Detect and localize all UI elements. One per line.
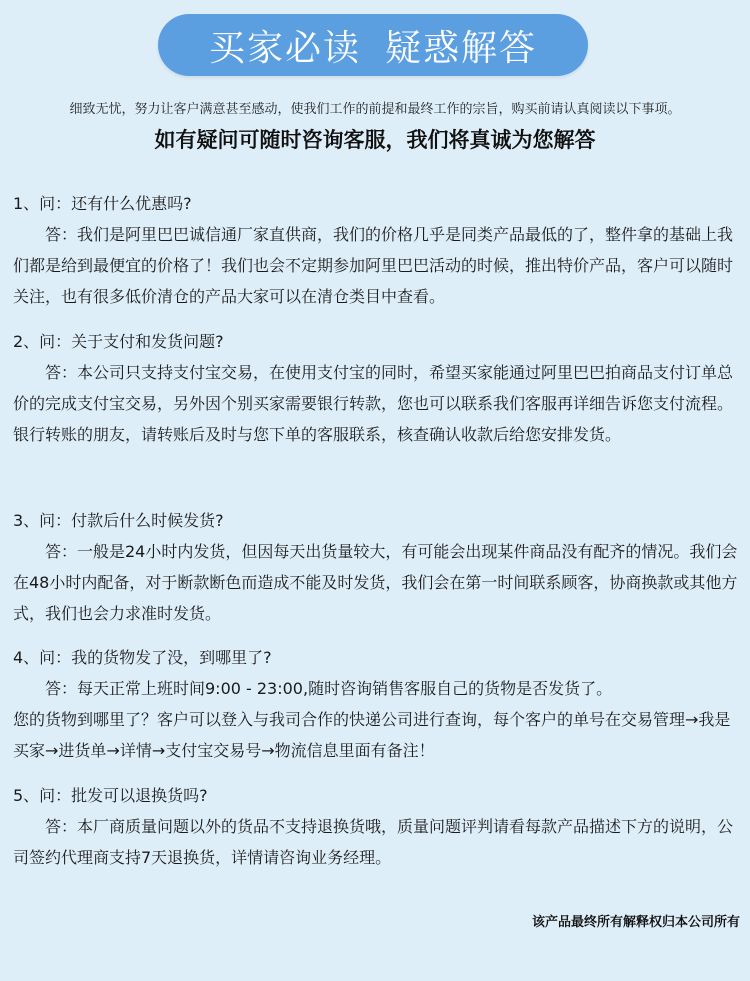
page-banner [158,14,588,76]
faq-answer: 答：我们是阿里巴巴诚信通厂家直供商，我们的价格几乎是同类产品最低的了，整件拿的基础上我们都是给到最便宜的价格了！我们也会不定期参加阿里巴巴活动的时候，推出特价产品，客户可以随时关注，也有很多低价清仓的产品大家可以在清仓类目中查看。 [13,225,734,306]
faq-question: 5、问：批发可以退换货吗? [13,786,208,805]
faq-item-5 [13,780,738,873]
faq-question: 3、问：付款后什么时候发货? [13,511,224,530]
footer-disclaimer: 该产品最终所有解释权归本公司所有 [531,915,740,930]
faq-item-4 [13,642,738,766]
intro-text: 细致无忧，努力让客户满意甚至感动，使我们工作的前提和最终工作的宗旨，购买前请认真阅读以下事项。 [69,102,681,117]
page-subtitle: 如有疑问可随时咨询客服，我们将真诚为您解答 [154,127,596,152]
banner-title-part1: 买家必读 [208,27,361,69]
faq-answer: 答：本公司只支持支付宝交易，在使用支付宝的同时，希望买家能通过阿里巴巴拍商品支付订单总价的完成支付宝交易，另外因个别买家需要银行转款，您也可以联系我们客服再详细告诉您支付流程。 [13,363,734,413]
faq-item-2 [13,326,738,450]
faq-question: 1、问：还有什么优惠吗? [13,194,192,213]
faq-extra: 银行转账的朋友，请转账后及时与您下单的客服联系，核查确认收款后给您安排发货。 [13,425,622,444]
faq-question: 4、问：我的货物发了没，到哪里了? [13,648,272,667]
faq-question: 2、问：关于支付和发货问题? [13,332,224,351]
faq-extra: 您的货物到哪里了？客户可以登入与我司合作的快递公司进行查询，每个客户的单号在交易管理→我是买家→进货单→详情→支付宝交易号→物流信息里面有备注！ [13,710,731,760]
faq-answer: 答：一般是24小时内发货，但因每天出货量较大，有可能会出现某件商品没有配齐的情况。我们会在48小时内配备，对于断款断色而造成不能及时发货，我们会在第一时间联系顾客，协商换款或其他方式，我们也会力求准时发货。 [13,542,738,623]
faq-answer: 答：本厂商质量问题以外的货品不支持退换货哦，质量问题评判请看每款产品描述下方的说明，公司签约代理商支持7天退换货，详情请咨询业务经理。 [13,817,734,867]
faq-answer: 答：每天正常上班时间9:00 - 23:00,随时咨询销售客服自己的货物是否发货了。 [45,679,613,698]
faq-item-3 [13,505,738,629]
banner-title-part2: 疑惑解答 [385,27,538,69]
faq-item-1 [13,188,738,312]
